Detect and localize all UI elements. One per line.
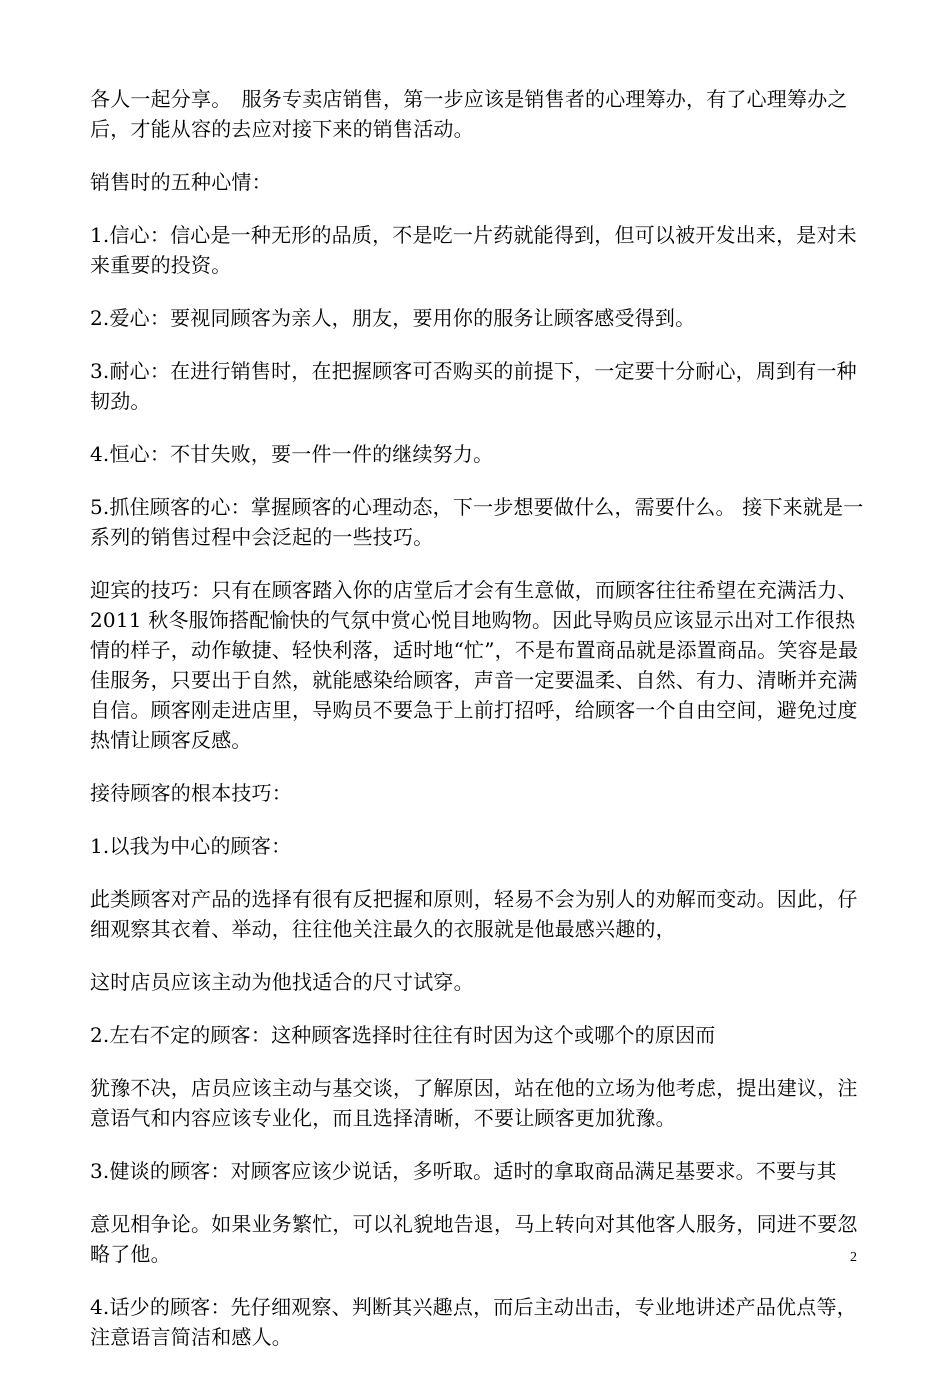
paragraph-self-centered-detail: 此类顾客对产品的选择有很有反把握和原则，轻易不会为别人的劝解而变动。因此，仔细观察其衣着、举动，往往他关注最久的衣服就是他最感兴趣的，	[90, 887, 858, 941]
list-item-confidence: 1.信心：信心是一种无形的品质，不是吃一片药就能得到，但可以被开发出来，是对未来重要的投资。	[90, 223, 857, 277]
paragraph-talkative-detail: 意见相争论。如果业务繁忙，可以礼貌地告退，马上转向对其他客人服务，同进不要忽略了他。	[90, 1212, 858, 1266]
section-heading-five-moods: 销售时的五种心情：	[90, 170, 272, 194]
list-item-perseverance: 4.恒心：不甘失败，要一件一件的继续努力。	[90, 442, 494, 466]
paragraph-intro: 各人一起分享。 服务专卖店销售，第一步应该是销售者的心理筹办，有了心理筹办之后，才能从容的去应对接下来的销售活动。	[90, 87, 848, 141]
list-item-love: 2.爱心：要视同顾客为亲人，朋友，要用你的服务让顾客感受得到。	[90, 306, 696, 330]
list-item-grasp-customer: 5.抓住顾客的心：掌握顾客的心理动态，下一步想要做什么，需要什么。 接下来就是一系列的销售过程中会泛起的一些技巧。	[90, 495, 864, 549]
list-item-indecisive: 2.左右不定的顾客：这种顾客选择时往往有时因为这个或哪个的原因而	[90, 1023, 716, 1047]
list-item-talkative: 3.健谈的顾客：对顾客应该少说话，多听取。适时的拿取商品满足基要求。不要与其	[90, 1159, 837, 1183]
document-body	[90, 84, 865, 1375]
list-item-patience: 3.耐心：在进行销售时，在把握顾客可否购买的前提下，一定要十分耐心，周到有一种韧劲。	[90, 359, 857, 413]
paragraph-greeting-skills: 迎宾的技巧：只有在顾客踏入你的店堂后才会有生意做，而顾客往往希望在充满活力、2011 秋冬服饰搭配愉快的气氛中赏心悦目地购物。因此导购员应该显示出对工作很热情的样子，动作敏捷、轻快利落，适时地“忙”，不是布置商品就是添置商品。笑容是最佳服务，只要出于自然，就能感染给顾客，声音一定要温柔、自然、有力、清晰并充满自信。顾客刚走进店里，导购员不要急于上前打招呼，给顾客一个自由空间，避免过度热情让顾客反感。	[90, 578, 859, 752]
page-number: 2	[850, 1250, 857, 1265]
list-item-self-centered: 1.以我为中心的顾客：	[90, 834, 292, 858]
list-item-quiet: 4.话少的顾客：先仔细观察、判断其兴趣点，而后主动出击，专业地讲述产品优点等，注意语言简洁和感人。	[90, 1295, 857, 1349]
paragraph-indecisive-detail: 犹豫不决，店员应该主动与基交谈，了解原因，站在他的立场为他考虑，提出建议，注意语气和内容应该专业化，而且选择清晰，不要让顾客更加犹豫。	[90, 1076, 858, 1130]
section-heading-reception-skills: 接待顾客的根本技巧：	[90, 781, 292, 805]
paragraph-self-centered-action: 这时店员应该主动为他找适合的尺寸试穿。	[90, 970, 474, 994]
